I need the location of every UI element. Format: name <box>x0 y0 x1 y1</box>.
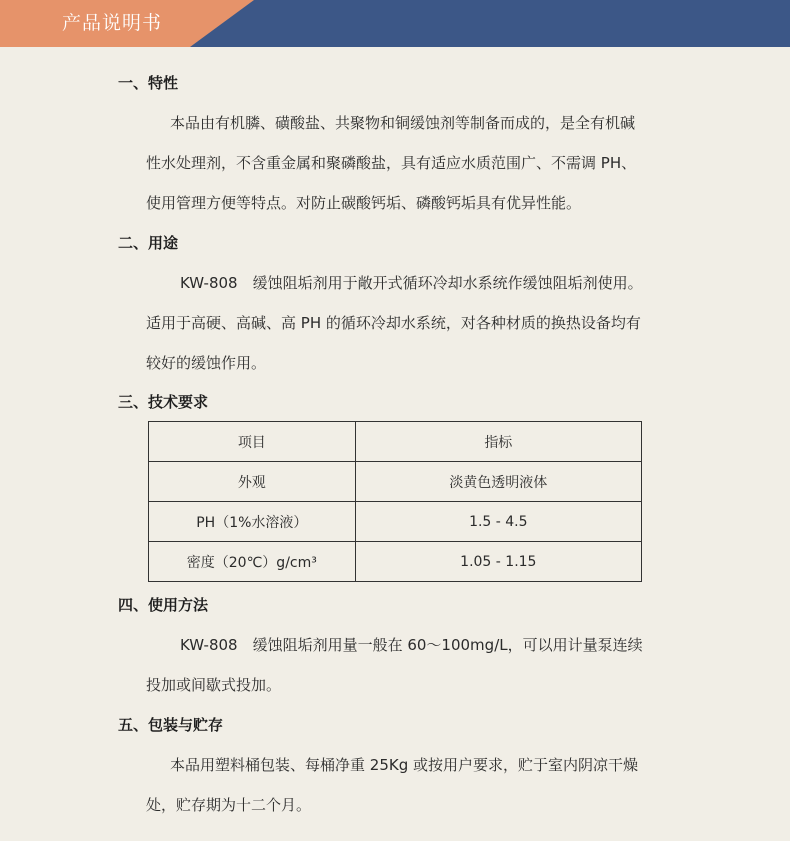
table-header-cell: 项目 <box>149 422 356 462</box>
usage-line-1: KW-808 缓蚀阻垢剂用于敞开式循环冷却水系统作缓蚀阻垢剂使用。 <box>180 274 643 292</box>
table-header-row <box>149 422 642 462</box>
table-cell: 外观 <box>149 462 356 502</box>
table-row <box>149 462 642 502</box>
section-heading-tech-requirements: 三、技术要求 <box>118 393 209 411</box>
section-heading-usage-method: 四、使用方法 <box>118 596 209 614</box>
table-row <box>149 542 642 582</box>
method-line-2: 投加或间歇式投加。 <box>146 676 282 694</box>
usage-line-3: 较好的缓蚀作用。 <box>146 354 267 372</box>
table-cell: PH（1%水溶液） <box>149 502 356 542</box>
features-line-3: 使用管理方便等特点。对防止碳酸钙垢、磷酸钙垢具有优异性能。 <box>146 194 582 212</box>
table-header-cell: 指标 <box>355 422 641 462</box>
features-line-2: 性水处理剂，不含重金属和聚磷酸盐，具有适应水质范围广、不需调 PH、 <box>146 154 637 172</box>
method-line-1: KW-808 缓蚀阻垢剂用量一般在 60～100mg/L，可以用计量泵连续 <box>180 636 643 654</box>
packaging-line-1: 本品用塑料桶包装、每桶净重 25Kg 或按用户要求，贮于室内阴凉干燥 <box>170 756 638 774</box>
section-heading-packaging: 五、包装与贮存 <box>118 716 224 734</box>
packaging-line-2: 处，贮存期为十二个月。 <box>146 796 312 814</box>
features-line-1: 本品由有机膦、磺酸盐、共聚物和铜缓蚀剂等制备而成的，是全有机碱 <box>170 114 636 132</box>
spec-table <box>148 421 642 582</box>
page-title: 产品说明书 <box>62 12 163 34</box>
table-cell: 1.05 - 1.15 <box>355 542 641 582</box>
table-cell: 密度（20℃）g/cm³ <box>149 542 356 582</box>
table-cell: 淡黄色透明液体 <box>355 462 641 502</box>
table-cell: 1.5 - 4.5 <box>355 502 641 542</box>
section-heading-usage: 二、用途 <box>118 234 179 252</box>
usage-line-2: 适用于高硬、高碱、高 PH 的循环冷却水系统，对各种材质的换热设备均有 <box>146 314 641 332</box>
section-heading-features: 一、特性 <box>118 74 179 92</box>
table-row <box>149 502 642 542</box>
